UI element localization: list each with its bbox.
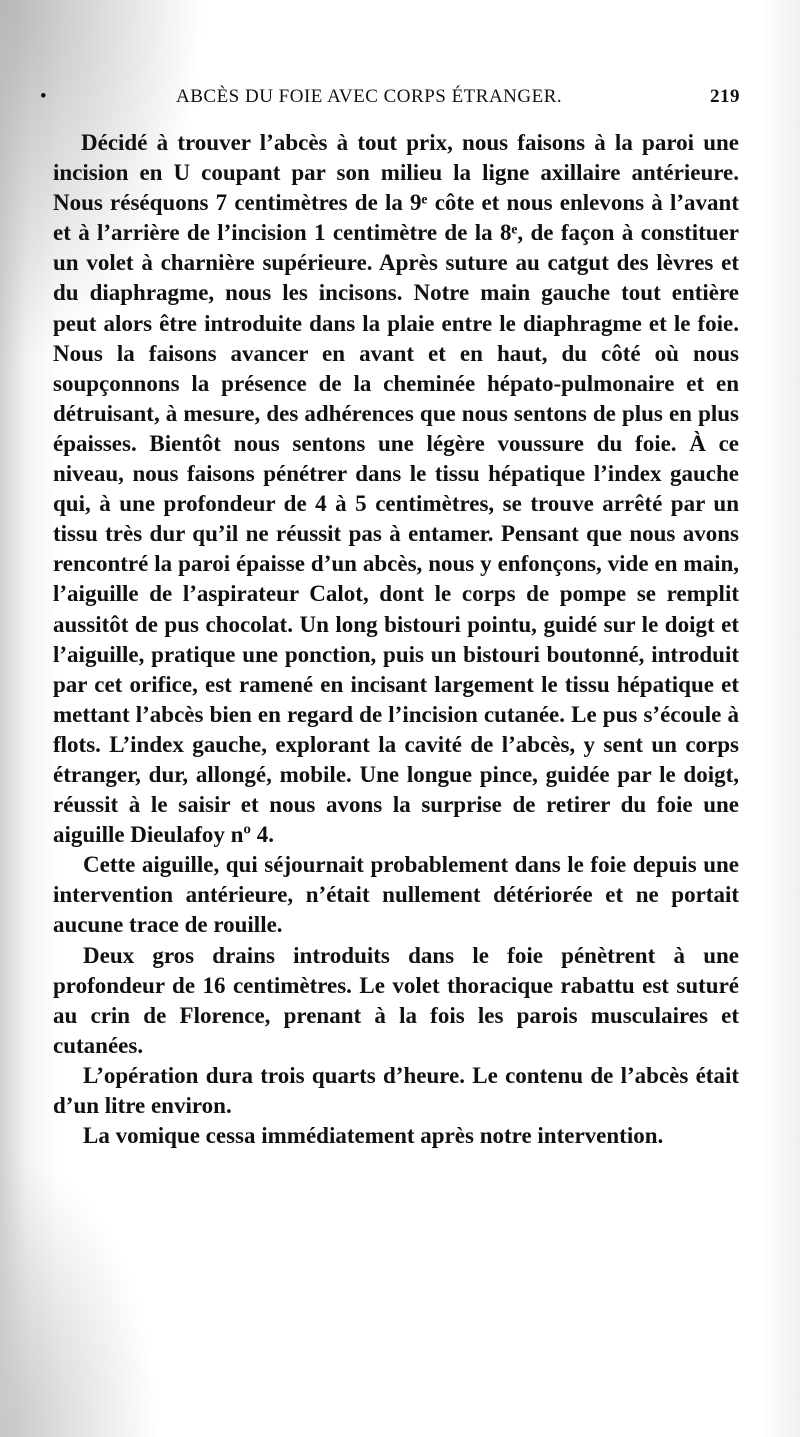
header-marker: • bbox=[40, 86, 48, 107]
paragraph-5: La vomique cessa immédiatement après notre intervention. bbox=[83, 1123, 664, 1149]
paragraph-2: Cette aiguille, qui séjournait probablement dans le foie depuis une intervention antérieure, n’était nullement détériorée et ne portait aucune trace de rouille. bbox=[53, 852, 739, 938]
paragraph-1: Décidé à trouver l’abcès à tout prix, nous faisons à la paroi une incision en U coupant par son milieu la ligne axillaire antérieure. Nous réséquons 7 centimètres de la 9ᵉ côte et nous enlevons à l’avant et à l’arrière de l’incision 1 centimètre de la 8ᵉ, de façon à constituer un volet à charnière supérieure. Après suture au catgut des lèvres et du diaphragme, nous les incisons. Notre main gauche tout entière peut alors être introduite dans la plaie entre le diaphragme et le foie. Nous la faisons avancer en avant et en haut, du côté où nous soupçonnons la présence de la cheminée hépato-pulmonaire et en détruisant, à mesure, des adhérences que nous sentons de plus en plus épaisses. Bientôt nous sentons une légère voussure du foie. À ce niveau, nous faisons pénétrer dans le tissu hépatique l’index gauche qui, à une profondeur de 4 à 5 centimètres, se trouve arrêté par un tissu très dur qu’il ne réussit pas à entamer. Pensant que nous avons rencontré la paroi épaisse d’un abcès, nous y enfonçons, vide en main, l’aiguille de l’aspirateur Calot, dont le corps de pompe se remplit aussitôt de pus chocolat. Un long bistouri pointu, guidé sur le doigt et l’aiguille, pratique une ponction, puis un bistouri boutonné, introduit par cet orifice, est ramené en incisant largement le tissu hépatique et mettant l’abcès bien en regard de l’incision cutanée. Le pus s’écoule à flots. L’index gauche, explorant la cavité de l’abcès, y sent un corps étranger, dur, allongé, mobile. Une longue pince, guidée par le doigt, réussit à le saisir et nous avons la surprise de retirer du foie une aiguille Dieulafoy nº 4. bbox=[53, 130, 739, 848]
page-number: 219 bbox=[710, 86, 740, 107]
paragraph-3: Deux gros drains introduits dans le foie pénètrent à une profondeur de 16 centimètres. Le volet thoracique rabattu est suturé au crin de Florence, prenant à la fois les parois musculaires et cutanées. bbox=[53, 942, 739, 1058]
running-header bbox=[40, 84, 740, 114]
running-title: ABCÈS DU FOIE AVEC CORPS ÉTRANGER. bbox=[176, 86, 563, 107]
body-text bbox=[53, 128, 739, 1151]
paragraph-4: L’opération dura trois quarts d’heure. Le contenu de l’abcès était d’un litre environ. bbox=[53, 1062, 739, 1118]
